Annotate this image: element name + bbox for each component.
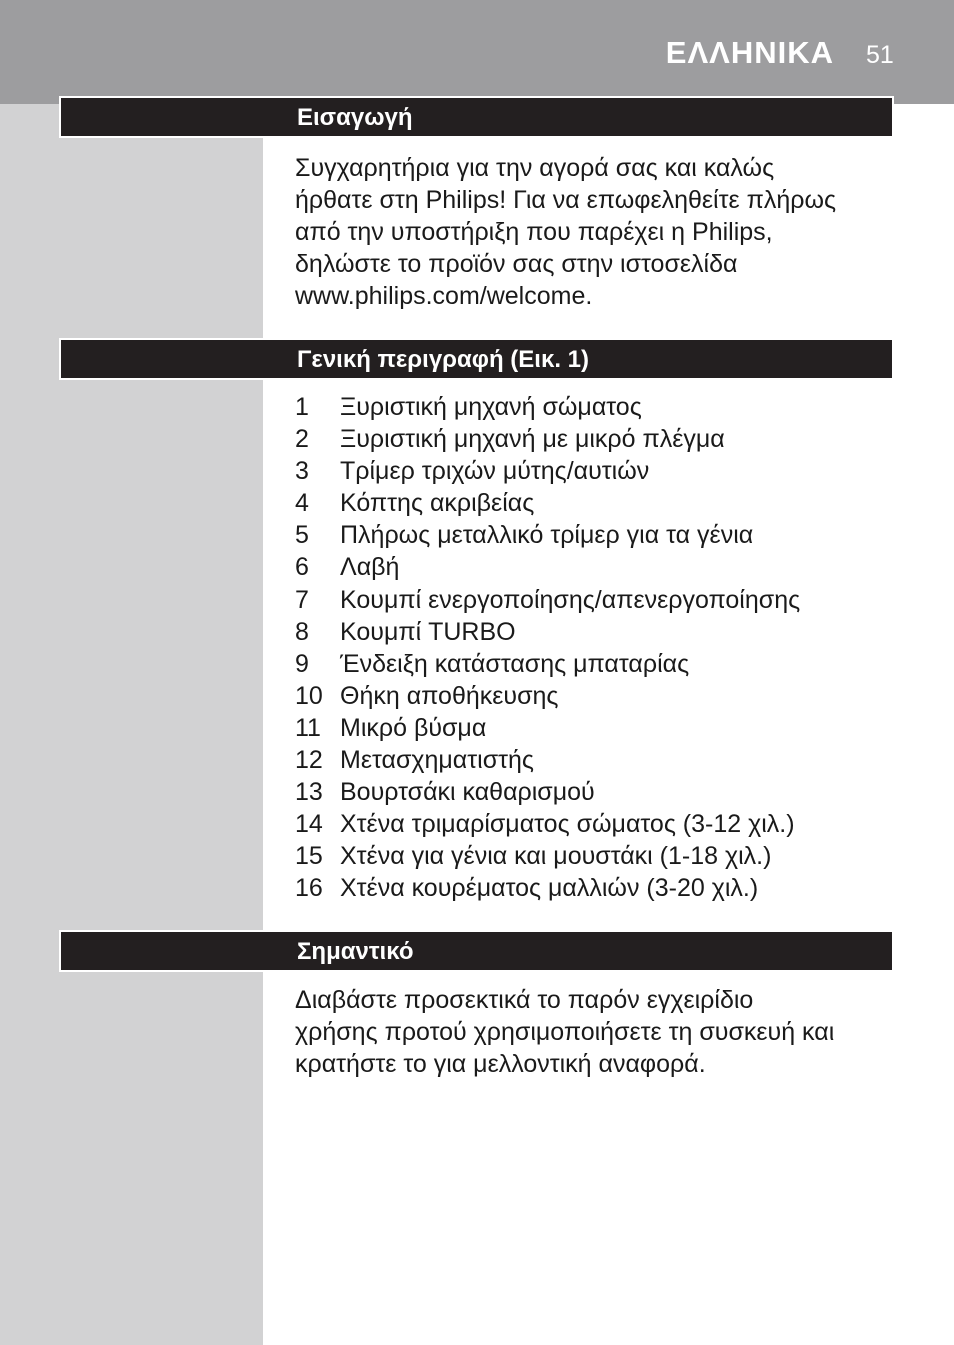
item-number: 7	[295, 585, 309, 614]
item-number: 11	[295, 713, 321, 742]
list-item	[295, 808, 800, 840]
list-item	[295, 840, 800, 872]
left-margin-column	[0, 104, 263, 1345]
section-title-general-description: Γενική περιγραφή (Εικ. 1)	[297, 346, 589, 373]
paragraph-line: ήρθατε στη Philips! Για να επωφεληθείτε πλήρως	[295, 186, 837, 214]
welcome-link-line: www.philips.com/welcome.	[295, 282, 593, 310]
item-text: Τρίμερ τριχών μύτης/αυτιών	[340, 457, 650, 486]
page-number: 51	[866, 41, 894, 69]
parts-list	[295, 391, 800, 905]
item-text: Πλήρως μεταλλικό τρίμερ για τα γένια	[340, 521, 754, 550]
item-text: Ξυριστική μηχανή με μικρό πλέγμα	[340, 425, 725, 454]
list-item	[295, 455, 800, 487]
item-text: Μετασχηματιστής	[340, 746, 534, 775]
item-number: 16	[295, 874, 323, 903]
language-heading: ΕΛΛΗΝΙΚΑ	[665, 35, 834, 70]
item-text: Χτένα κουρέματος μαλλιών (3-20 χιλ.)	[340, 874, 759, 903]
item-text: Κόπτης ακριβείας	[340, 489, 535, 518]
section-bar-general-description	[59, 338, 894, 380]
item-number: 2	[295, 425, 309, 454]
section-title-important: Σημαντικό	[297, 938, 414, 965]
paragraph-line: δηλώστε το προϊόν σας στην ιστοσελίδα	[295, 250, 738, 278]
list-item	[295, 712, 800, 744]
item-text: Κουμπί ενεργοποίησης/απενεργοποίησης	[340, 585, 801, 614]
list-item	[295, 519, 800, 551]
list-item	[295, 487, 800, 519]
item-number: 5	[295, 521, 309, 550]
item-text: Μικρό βύσμα	[340, 713, 487, 742]
item-number: 15	[295, 842, 323, 871]
list-item	[295, 616, 800, 648]
section-bar-important	[59, 930, 894, 972]
list-item	[295, 391, 800, 423]
item-number: 9	[295, 649, 309, 678]
item-text: Λαβή	[340, 553, 400, 582]
section-bar-introduction	[59, 96, 894, 138]
item-text: Χτένα για γένια και μουστάκι (1-18 χιλ.)	[340, 842, 772, 871]
important-paragraph	[295, 984, 895, 1080]
paragraph-line: κρατήστε το για μελλοντική αναφορά.	[295, 1050, 706, 1078]
item-number: 14	[295, 810, 323, 839]
item-text: Ένδειξη κατάστασης μπαταρίας	[340, 649, 690, 678]
paragraph-line: Διαβάστε προσεκτικά το παρόν εγχειρίδιο	[295, 986, 754, 1014]
list-item	[295, 744, 800, 776]
list-item	[295, 648, 800, 680]
list-item	[295, 776, 800, 808]
item-text: Ξυριστική μηχανή σώματος	[340, 393, 642, 421]
introduction-paragraph	[295, 152, 895, 312]
item-number: 6	[295, 553, 309, 582]
item-text: Θήκη αποθήκευσης	[340, 681, 559, 710]
paragraph-line: χρήσης προτού χρησιμοποιήσετε τη συσκευή και	[295, 1018, 835, 1046]
item-number: 10	[295, 681, 323, 710]
section-title-introduction: Εισαγωγή	[297, 104, 413, 131]
paragraph-line: Συγχαρητήρια για την αγορά σας και καλώς	[295, 154, 775, 182]
item-number: 4	[295, 489, 309, 518]
item-text: Βουρτσάκι καθαρισμού	[340, 778, 595, 807]
item-number: 13	[295, 778, 323, 807]
list-item	[295, 551, 800, 583]
paragraph-line: από την υποστήριξη που παρέχει η Philips,	[295, 218, 773, 246]
item-number: 3	[295, 457, 309, 486]
item-text: Κουμπί TURBO	[340, 617, 516, 646]
item-text: Χτένα τριμαρίσματος σώματος (3-12 χιλ.)	[340, 810, 795, 839]
list-item	[295, 680, 800, 712]
list-item	[295, 423, 800, 455]
item-number: 8	[295, 617, 309, 646]
item-number: 12	[295, 746, 323, 775]
list-item	[295, 584, 800, 616]
item-number: 1	[295, 393, 309, 421]
list-item	[295, 872, 800, 904]
